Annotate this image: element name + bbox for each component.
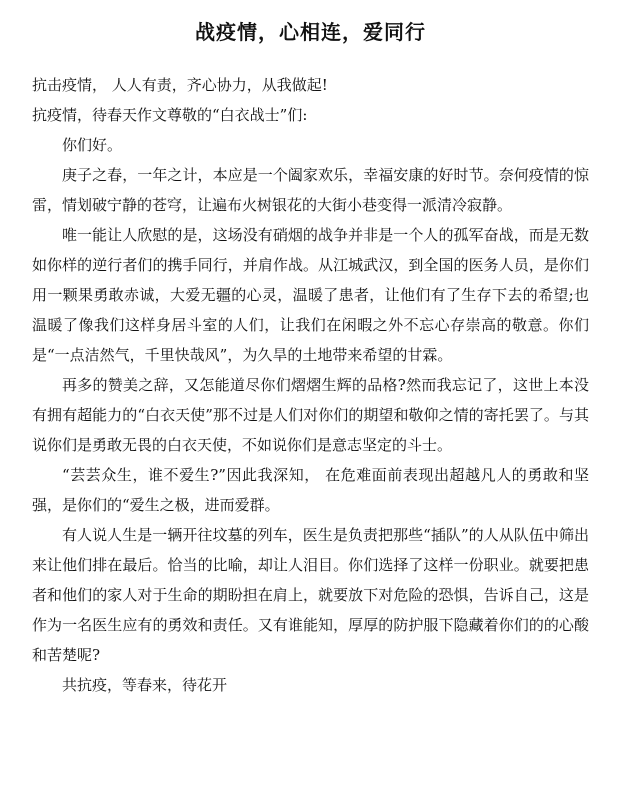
greeting-line: 你们好。 [62, 136, 123, 154]
document-title: 战疫情，心相连，爱同行 [195, 20, 426, 44]
paragraph-2: 唯一能让人欣慰的是，这场没有硝烟的战争并非是一个人的孤军奋战，而是无数如你样的逆行者们的携手同行，并肩作战。从江城武汉，到全国的医务人员，是你们用一颗果勇敢赤诚，大爱无疆的心灵，温暖了患者，让他们有了生存下去的希望;也温暖了像我们这样身居斗室的人们，让我们在闲暇之外不忘心存崇高的敬意。你们是“一点洁然气，千里快哉风”，为久旱的土地带来希望的甘霖。 [32, 226, 589, 364]
slogan-line: 抗击疫情， 人人有责，齐心协力，从我做起! [32, 76, 328, 94]
salutation-line: 抗疫情，待春天作文尊敬的“白衣战士”们: [32, 106, 308, 124]
paragraph-1: 庚子之春，一年之计，本应是一个阖家欢乐，幸福安康的好时节。奈何疫情的惊雷，情划破宁静的苍穹，让遍布火树银花的大街小巷变得一派清冷寂静。 [32, 166, 589, 214]
paragraph-3: 再多的赞美之辞，又怎能道尽你们熠熠生辉的品格?然而我忘记了，这世上本没有拥有超能力的“白衣天使”那不过是人们对你们的期望和敬仰之情的寄托罢了。与其说你们是勇敢无畏的白衣天使，不如说你们是意志坚定的斗士。 [32, 376, 589, 454]
paragraph-5: 有人说人生是一辆开往坟墓的列车，医生是负责把那些“插队”的人从队伍中筛出来让他们排在最后。恰当的比喻，却让人泪目。你们选择了这样一份职业。就要把患者和他们的家人对于生命的期盼担在肩上，就要放下对危险的恐惧，告诉自己，这是作为一名医生应有的勇效和责任。又有谁能知，厚厚的防护服下隐藏着你们的的心酸和苦楚呢? [32, 526, 589, 664]
closing-line: 共抗疫，等春来，待花开 [62, 676, 228, 694]
paragraph-4: “芸芸众生，谁不爱生?”因此我深知， 在危难面前表现出超越凡人的勇敢和坚强，是你们的“爱生之极，进而爱群。 [32, 466, 589, 514]
